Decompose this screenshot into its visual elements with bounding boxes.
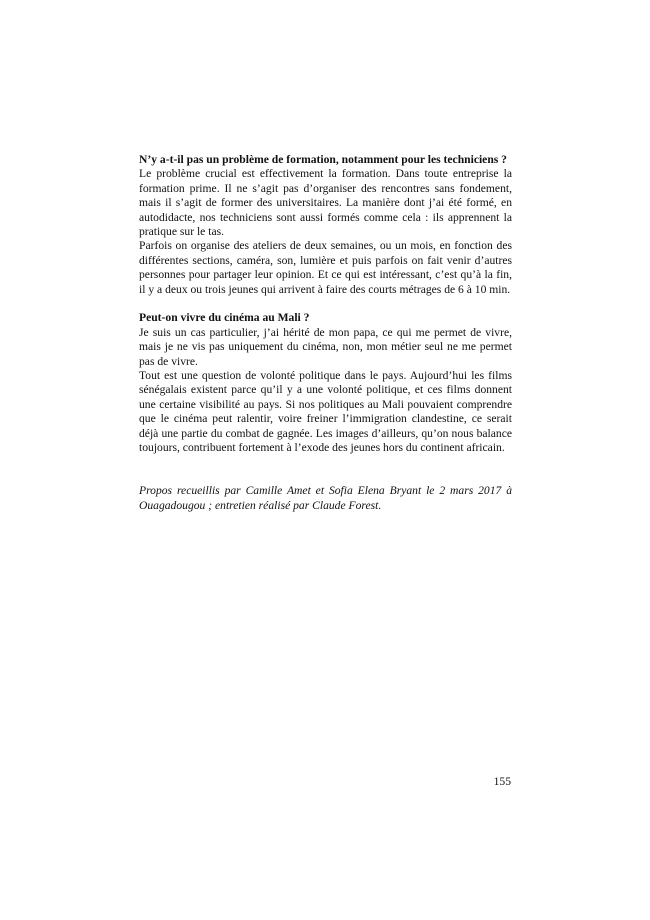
question-heading: N’y a-t-il pas un problème de formation, notamment pour les techniciens ? bbox=[139, 153, 507, 166]
interview-credit: Propos recueillis par Camille Amet et Sofia Elena Bryant le 2 mars 2017 à Ouagadougou ; entretien réalisé par Claude Forest. bbox=[139, 484, 512, 512]
credit-spacer bbox=[139, 456, 512, 485]
answer-paragraph: Je suis un cas particulier, j’ai hérité de mon papa, ce qui me permet de vivre, mais je ne vis pas uniquement du cinéma, non, mon métier seul ne me permet pas de vivre. bbox=[139, 325, 512, 368]
answer-paragraph: Tout est une question de volonté politique dans le pays. Aujourd’hui les films sénégalais existent parce qu’il y a une volonté politique, et ces films donnent une certaine visibilité au pays. Si nos politiques au Mali pouvaient comprendre que le cinéma peut ralentir, voire freiner l’immigration clandestine, ce serait déjà une partie du combat de gagnée. Les images d’ailleurs, qu’on nous balance toujours, contribuent fortement à l’exode des jeunes hors du continent africain. bbox=[139, 369, 512, 455]
answer-paragraph: Parfois on organise des ateliers de deux semaines, ou un mois, en fonction des différentes sections, caméra, son, lumière et puis parfois on fait venir d’autres personnes pour partager leur opinion. Et ce qui est intéressant, c’est qu’à la fin, il y a deux ou trois jeunes qui arrivent à faire des courts métrages de 6 à 10 min. bbox=[139, 239, 512, 296]
question-heading: Peut-on vivre du cinéma au Mali ? bbox=[139, 311, 310, 325]
page-number: 155 bbox=[493, 775, 511, 788]
answer-paragraph: Le problème crucial est effectivement la formation. Dans toute entreprise la formation prime. Il ne s’agit pas d’organiser des rencontres sans fondement, mais il s’agit de former des universitaires. La manière dont j’ai été formé, en autodidacte, nos techniciens sont aussi formés comme cela : ils apprennent la pratique sur le tas. bbox=[139, 167, 512, 239]
body-text bbox=[139, 153, 512, 513]
section-spacer bbox=[139, 297, 512, 311]
